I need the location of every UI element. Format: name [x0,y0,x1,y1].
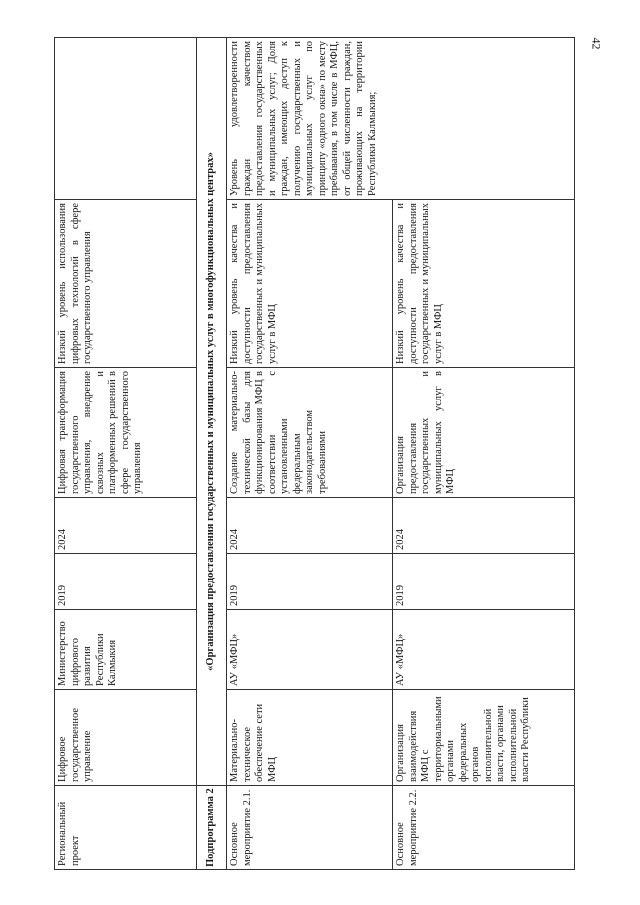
end-year-cell: 2024 [393,498,575,554]
table-row [227,38,393,870]
row-name-cell: Материально-техническое обеспечение сети МФЦ [227,690,393,786]
start-year-cell: 2019 [393,554,575,610]
program-table [54,37,575,870]
row-type-cell: Основное мероприятие 2.2. [393,786,575,870]
problem-cell: Низкий уровень качества и доступности предоставления государственных и муниципальных услуг в МФЦ [227,200,393,368]
expected-result-cell: Цифровая трансформация государственного управления, внедрение сквозных и платформенных решений в сфере государственного управления [55,368,197,498]
start-year-cell: 2019 [55,554,197,610]
subprogram-title: «Организация предоставления государственных и муниципальных услуг в многофункциональных центрах» [197,38,227,786]
table-row [55,38,197,870]
start-year-cell: 2019 [227,554,393,610]
row-type-cell: Региональный проект [55,786,197,870]
executor-cell: АУ «МФЦ» [393,610,575,690]
rotated-table-container [54,38,574,870]
page-number: 42 [589,37,604,50]
problem-cell: Низкий уровень качества и доступности предоставления государственных и муниципальных услуг в МФЦ [393,200,575,368]
row-name-cell: Цифровое государственное управление [55,690,197,786]
expected-result-cell: Создание материально-технической базы для функционирования МФЦ в соответствии с установленными федеральным законодательством требованиями [227,368,393,498]
subprogram-row [197,38,227,870]
indicator-cell [55,38,197,200]
end-year-cell: 2024 [227,498,393,554]
row-name-cell: Организация взаимодействия МФЦ с территориальными органами федеральных органов исполнительной власти, органами исполнительной власти Республики [393,690,575,786]
indicator-cell: Уровень удовлетворенности граждан качеством предоставления государственных и муниципальных услуг; Доля граждан, имеющих доступ к получению государственных и муниципальных услуг по принципу «одного окна» по месту пребывания, в том числе в МФЦ, от общей численности граждан, проживающих на территории Республики Калмыкия; [227,38,575,200]
end-year-cell: 2024 [55,498,197,554]
row-type-cell: Основное мероприятие 2.1. [227,786,393,870]
problem-cell: Низкий уровень использования цифровых технологий в сфере государственного управления [55,200,197,368]
expected-result-cell: Организация предоставления государственных и муниципальных услуг в МФЦ [393,368,575,498]
executor-cell: Министерство цифрового развития Республики Калмыкия [55,610,197,690]
executor-cell: АУ «МФЦ» [227,610,393,690]
subprogram-label: Подпрограмма 2 [197,786,227,870]
